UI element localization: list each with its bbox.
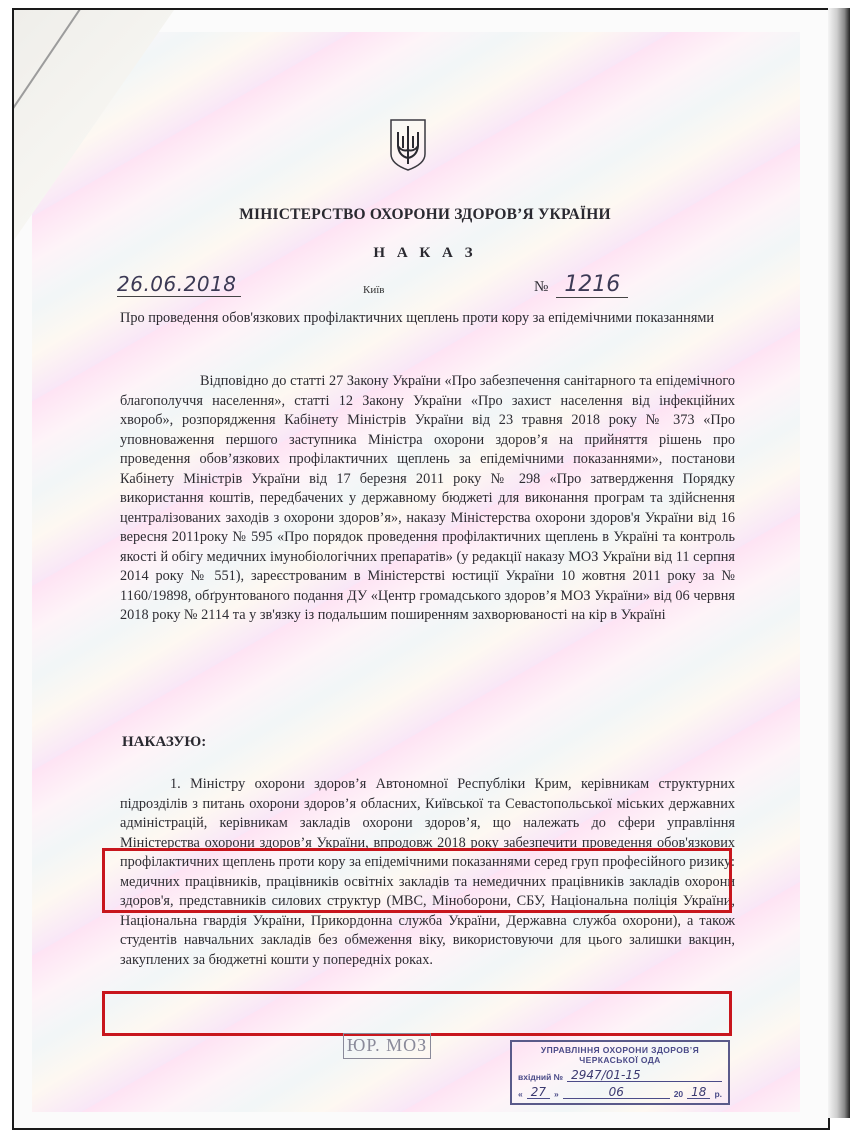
registry-date-row: « 27 » 06 20 18 р. — [518, 1085, 722, 1099]
order-number — [534, 272, 628, 297]
registry-year-prefix: 20 — [673, 1089, 684, 1099]
preamble-paragraph: Відповідно до статті 27 Закону України «Про забезпечення санітарного та епідемічного благополуччя населення», статті 12 Закону України «Про захист населення від інфекційних хвороб», розпорядження Кабінету Міністрів України від 23 травня 2018 року № 373 «Про уповноваження першого заступника Міністра охорони здоров’я на прийняття рішень про проведення обов’язкових профілактичних щеплень за епідемічними показаннями», постанови Кабінету Міністрів України від 17 березня 2011 року № 298 «Про затвердження Порядку використання коштів, передбачених у державному бюджеті для виконання програм та здійснення централізованих заходів з охорони здоров’я», наказу Міністерства охорони здоров'я України від 16 вересня 2011року № 595 «Про порядок проведення профілактичних щеплень в Україні та контроль якості й обігу медичних імунобіологічних препаратів» (у редакції наказу МОЗ України від 11 серпня 2014 року № 551), зареєстрованим в Міністерстві юстиції України 10 жовтня 2011 року за № 1160/19898, обґрунтованого подання ДУ «Центр громадського здоров’я МОЗ України» від 06 червня 2018 року № 2114 та у зв'язку із подальшим поширенням захворюваності на кір в Україні — [120, 373, 735, 623]
order-number-value: 1216 — [556, 272, 628, 298]
decree-heading: НАКАЗУЮ: — [122, 734, 207, 750]
registry-month: 06 — [563, 1086, 670, 1099]
ministry-name: МІНІСТЕРСТВО ОХОРОНИ ЗДОРОВ’Я УКРАЇНИ — [239, 206, 611, 223]
number-sign: № — [534, 279, 549, 295]
registry-day: 27 — [527, 1086, 550, 1099]
registry-year-suffix: 18 — [687, 1086, 710, 1099]
registry-stamp-line2: ЧЕРКАСЬКОЇ ОДА — [579, 1055, 661, 1065]
order-city: Київ — [363, 284, 385, 296]
order-subject: Про проведення обов'язкових профілактичних щеплень проти кору за епідемічними показаннями — [120, 310, 715, 326]
registry-stamp-line1: УПРАВЛІННЯ ОХОРОНИ ЗДОРОВ’Я — [540, 1045, 700, 1055]
registry-number-value: 2947/01-15 — [567, 1069, 722, 1082]
registry-number-label: вхідний № — [518, 1072, 564, 1082]
registry-number-row — [518, 1069, 722, 1082]
registry-stamp — [510, 1040, 730, 1105]
registry-year-unit: р. — [714, 1089, 722, 1099]
scanner-edge-shadow — [828, 8, 850, 1118]
coat-of-arms-icon — [389, 118, 427, 172]
clause-1-paragraph: 1. Міністру охорони здоров’я Автономної Республіки Крим, керівникам структурних підрозділів з питань охорони здоров’я обласних, Київської та Севастопольської міських державних адміністрацій, керівникам закладів охорони здоров’я, що належать до сфери управління Міністерства охорони здоров’я України, впродовж 2018 року забезпечити проведення обов'язкових профілактичних щеплень проти кору за епідемічними показаннями серед груп професійного ризику: медичних працівників, працівників освітніх закладів та немедичних працівників закладів охорони здоров'я, представників силових структур (МВС, Міноборони, СБУ, Національна поліція України, Національна гвардія України, Прикордонна служба України, Державна служба охорони), а також студентів навчальних закладів без обмеження віку, використовуючи для цього залишки вакцин, закуплених за бюджетні кошти у попередніх роках. — [120, 776, 735, 968]
order-title: Н А К А З — [373, 245, 477, 261]
legal-department-stamp: ЮР. МОЗ — [343, 1033, 431, 1059]
order-date: 26.06.2018 — [117, 272, 241, 297]
